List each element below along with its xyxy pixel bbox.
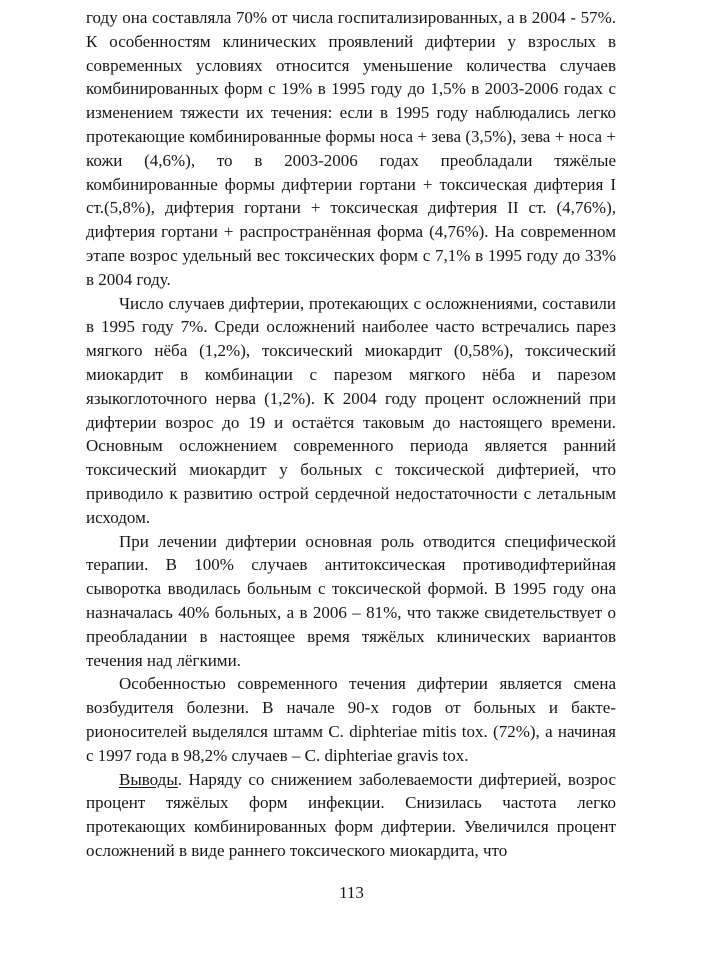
conclusions-text: . Наряду со снижением заболеваемости дифтерией, возрос процент тяжёлых форм инфекции. Снизилась частота легко протекающих комбинированных форм дифтерии. Увеличился процент осложнений в виде раннего токсического миокардита, что: [86, 769, 616, 860]
paragraph-pathogen: Особенностью современного течения дифтерии является смена возбудителя болезни. В начале 90-х годов от больных и бактерионосителей выделялся штамм C. diphteriae mitis tox. (72%), а начиная с 1997 года в 98,2% случаев – C. diphteriae gravis tox.: [86, 674, 616, 765]
paragraph-continuation: году она составляла 70% от числа госпитализированных, а в 2004 - 57%. К особенностям клинических проявлений дифтерии у взрослых в современных условиях относится уменьшение количества случаев комбинированных форм с 19% в 1995 году до 1,5% в 2003-2006 годах с изменением тяжести их течения: если в 1995 году наблюдались легко протекающие комбинированные формы носа + зева (3,5%), зева + носа + кожи (4,6%), то в 2003-2006 годах преобладали тяжёлые комбинированные формы дифтерии гортани + токсическая дифтерия I ст.(5,8%), дифтерия гортани + токсическая дифтерия II ст. (4,76%), дифтерия гортани + распространённая форма (4,76%). На современном этапе возрос удельный вес токсических форм с 7,1% в 1995 году до 33% в 2004 году.: [86, 8, 616, 289]
paragraph-complications: Число случаев дифтерии, протекающих с осложнениями, составили в 1995 году 7%. Среди осложнений наиболее часто встречались парез мягкого нёба (1,2%), токсический миокардит (0,58%), токсический миокардит в комбинации с парезом мягкого нёба и парезом языкоглоточного нерва (1,2%). К 2004 году процент осложнений при дифтерии возрос до 19 и остаётся таковым до настоящего времени. Основным осложнением современного периода является ранний токсический миокардит у больных с токсической дифтерией, что приводило к развитию острой сердечной недостаточности с летальным исходом.: [86, 293, 616, 527]
paragraph-treatment: При лечении дифтерии основная роль отводится специфической терапии. В 100% случаев антитоксическая противодифтерийная сыворотка вводилась больным с токсической формой. В 1995 году она назначалась 40% больных, а в 2006 – 81%, что также свидетельствует о преобладании в настоящее время тяжёлых клинических вариантов течения над лёгкими.: [86, 531, 616, 670]
paragraph-conclusions: [86, 768, 616, 863]
body-text: [86, 6, 616, 863]
conclusions-heading: Выводы: [119, 769, 178, 789]
page-number: 113: [339, 883, 364, 902]
